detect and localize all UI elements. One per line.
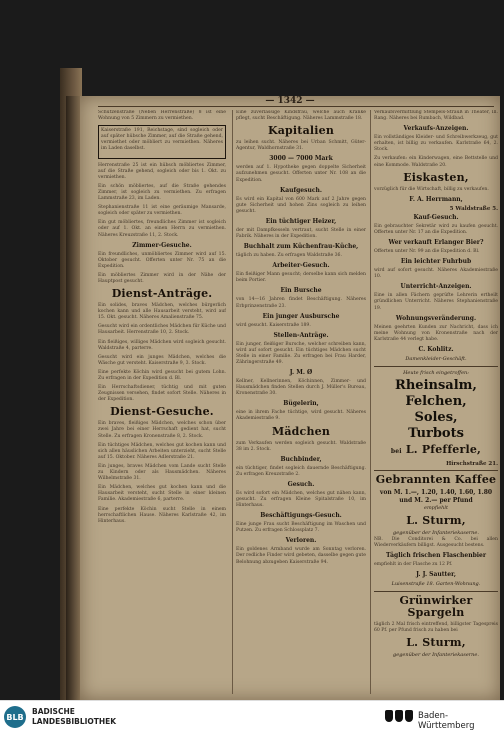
- ad-text: Gesucht wird ein junges Mädchen, welches die Wäsche gut versteht. Kaiserstraße 9, 3. Stock.: [98, 354, 226, 366]
- ad-heading: Ein Bursche: [280, 287, 322, 295]
- ad-heading: Gebrannten Kaffee: [375, 472, 497, 486]
- ad-text: Ein vollständiges Kleider- und Schreibwerkzeug, gut erhalten, ist billig zu verkaufen. Karlstraße 64, 2. Stock.: [374, 135, 498, 153]
- merchant-name-text: L. Pfefferle,: [405, 442, 482, 456]
- section-heading: Verkaufs-Anzeigen.: [403, 125, 469, 133]
- product-name: Turbots: [408, 425, 464, 441]
- ad-text: Ein goldenes Armband wurde am Sonntag verloren. Der redliche Finder wird gebeten, dasselbe gegen gute Belohnung abzugeben Kaiserstraße 94.: [236, 547, 366, 565]
- ad-text: Ein junger, fleißiger Bursche, welcher schreiben kann, wird auf sofort gesucht. Ein tüchtiges Mädchen sucht Stelle in einer Familie. Zu erfragen bei Frau Harder, Zähringerstraße 49.: [236, 341, 366, 365]
- ad-heading: Verloren.: [285, 537, 317, 545]
- ad-text: zu leihen sucht. Näheres bei Urban Schmitt, Güter-Agentur, Waldhornstraße 31.: [236, 140, 366, 152]
- ad-text: Eine perfekte Köchin wird gesucht bei gutem Lohn. Zu erfragen in der Expedition d. Bl.: [98, 369, 226, 381]
- column-1: [98, 110, 226, 694]
- section-heading: Dienst-Anträge.: [111, 287, 213, 301]
- state-name[interactable]: Baden-Württemberg: [418, 711, 475, 731]
- merchant-prefix: bei: [390, 447, 402, 455]
- ad-text: empfiehlt in der Flasche zu 12 Pf.: [374, 562, 453, 568]
- ad-text: Ein fleißiger Mann gesucht; derselbe kann sich melden beim Portier.: [236, 272, 366, 284]
- ad-text: Ein junges, braves Mädchen vom Lande sucht Stelle zu Kindern oder als Hausmädchen. Näheres Wilhelmstraße 31.: [98, 463, 226, 482]
- ad-text: Offerten unter Nr. 99 an die Expedition d. Bl.: [374, 249, 480, 255]
- section-heading: Dienst-Gesuche.: [110, 405, 214, 419]
- ad-heading: Buchhalt zum Küchenfrau-Küche,: [243, 243, 359, 251]
- merchant-address: Luisenstraße 18. Garten-Wohnung.: [391, 581, 481, 588]
- ad-text: der mit Dampfkesseln vertraut, sucht Stelle in einer Fabrik. Näheres in der Expedition.: [236, 227, 366, 240]
- merchant-name: L. Sturm,: [406, 513, 466, 527]
- ad-text: Kaiserstraße 191, Reichstage, sind sogleich oder auf später hübsche Zimmer, auf die Straße gehend, vermiethet oder möbliert zu vermiethen. Näheres im Laden daselbst.: [101, 128, 223, 152]
- ad-heading: 3000 — 7000 Mark: [269, 155, 333, 163]
- boxed-ad: [98, 125, 226, 158]
- newspaper-page: [80, 96, 500, 700]
- section-heading: Zimmer-Gesuche.: [132, 241, 192, 249]
- ad-text: Ein solides, braves Mädchen, welches bürgerlich kochen kann und alle Hausarbeit versteht, wird auf 15. Okt. gesucht. Näheres Amalienstraße 75.: [98, 303, 226, 321]
- library-name[interactable]: [32, 707, 116, 727]
- ad-text: Gesucht wird ein ordentliches Mädchen für Küche und Hausarbeit. Herrenstraße 10, 2. Stock.: [98, 324, 226, 336]
- library-name-line2: LANDESBIBLIOTHEK: [32, 717, 117, 726]
- ad-text: Stephanienstraße 11 ist eine geräumige Mansarde, sogleich oder später zu vermiethen.: [98, 205, 226, 217]
- product-name: Soles,: [414, 409, 458, 425]
- ad-text: Herrenstraße 25 ist ein hübsch möbliertes Zimmer, auf die Straße gehend, sogleich oder bis 1. Okt. zu vermiethen.: [98, 162, 226, 180]
- ad-text: Ein tüchtiges Mädchen, welches gut kochen kann und sich allen häuslichen Arbeiten unterzieht, sucht Stelle auf 15. Oktober. Näheres Adlerstraße 21.: [98, 442, 226, 460]
- ad-text: täglich 2 Mal frisch eintreffend, billigster Tagespreis 60 Pf. per Pfund frisch zu haben bei: [374, 622, 498, 634]
- column-3: [370, 110, 498, 694]
- merchant-name: J. J. Sautter,: [416, 571, 456, 579]
- ad-text: Schützenstraße (Neben Herrenstraße) 8 ist eine Wohnung von 5 Zimmern zu vermiethen.: [98, 110, 226, 122]
- ad-text: Ein gut möbliertes, freundliches Zimmer ist sogleich oder auf 1. Okt. an einen Herrn zu vermiethen. Näheres Kreuzstraße 11, 2. Stock.: [98, 220, 226, 238]
- section-heading: Wohnungsveränderung.: [395, 314, 477, 322]
- merchant-address: Hirschstraße 21.: [446, 460, 498, 467]
- viewer-footer: [0, 700, 504, 732]
- ad-heading: Täglich frischen Flaschenbier: [385, 552, 487, 560]
- ad-text: werden auf 1. Hypotheke gegen doppelte Sicherheit aufzunehmen gesucht. Offerten unter Nr. 108 an die Expedition.: [236, 165, 366, 183]
- blb-logo-icon[interactable]: BLB: [4, 706, 26, 728]
- ad-text: wird auf sofort gesucht. Näheres Akademiestraße 10.: [374, 268, 498, 280]
- bw-lions-icon: [385, 710, 413, 724]
- ad-text: Ein schön möbliertes, auf die Straße gehendes Zimmer, ist sogleich zu vermiethen. Zu erfragen Lammstraße 23, im Laden.: [98, 183, 226, 202]
- ad-heading: Mädchen: [271, 424, 331, 438]
- ad-heading: Wer verkauft Erlanger Bier?: [388, 239, 484, 247]
- ad-text: Eine junge Frau sucht Beschäftigung im Waschen und Putzen. Zu erfragen Schlossplatz 7.: [236, 522, 366, 534]
- divider: [374, 366, 498, 367]
- ad-text: NB. Die Conditorei & Co. bei allen Wiederverkäufern billigst. Ausgesucht bestens.: [374, 536, 498, 549]
- ad-text: Zu verkaufen: ein Kinderwagen, eine Bettstelle und eine Kommode. Waldstraße 20.: [374, 156, 498, 168]
- ad-heading: Kauf-Gesuch.: [413, 213, 459, 221]
- column-2: [232, 110, 366, 694]
- ad-text: zum Verkaufen werden sogleich gesucht. Waldstraße 38 im 2. Stock.: [236, 440, 366, 452]
- price-list: von M. 1.—, 1.20, 1.40, 1.60, 1.80: [379, 488, 493, 496]
- ad-text: eine in ihrem Fache tüchtige, wird gesucht. Näheres Akademiestraße 9.: [236, 410, 366, 422]
- ad-subheading: Heute frisch eingetroffen:: [403, 369, 469, 376]
- divider: [374, 591, 498, 592]
- ad-text: Meinen geehrten Kunden zur Nachricht, dass ich meine Wohnung von Kronenstraße nach der Karlstraße 44 verlegt habe.: [374, 324, 498, 342]
- ad-text: Es wird ein Kapital von 600 Mark auf 2 Jahre gegen gute Sicherheit und hohen Zins sogleich zu leihen gesucht.: [236, 196, 366, 214]
- ad-heading: Buchbinder,: [280, 455, 322, 463]
- ad-text: Verkaufsvermittlung Stempels-Strauß in Theater, Ill. Rang. Näheres bei Rumbach, Wildbad.: [374, 110, 498, 122]
- ad-text: Eine in allen Fächern geprüfte Lehrerin ertheilt gründlichen Unterricht. Näheres Stephanienstraße 19.: [374, 293, 498, 311]
- merchant-name: C. Kohlitz.: [418, 345, 454, 353]
- ad-heading: Eiskasten,: [403, 170, 469, 184]
- merchant-name: F. A. Herrmann,: [409, 195, 463, 203]
- ad-text: Ein freundliches, unmöbliertes Zimmer wird auf 15. Oktober gesucht. Offerten unter Nr. 75 an die Expedition.: [98, 251, 226, 269]
- header-rule: [98, 106, 494, 107]
- ad-text: Es wird sofort ein Mädchen, welches gut nähen kann, gesucht. Zu erfragen Kleine Spitalstraße 10, im Hinterhaus.: [236, 490, 366, 509]
- divider: [374, 470, 498, 471]
- product-name: Felchen,: [405, 393, 467, 409]
- ad-heading: Beschäftigungs-Gesuch.: [260, 512, 342, 520]
- section-heading: Unterricht-Anzeigen.: [400, 283, 472, 291]
- ad-text: täglich zu haben. Zu erfragen Waldstraße 36.: [236, 253, 342, 259]
- merchant-subtitle: Damenkleider-Geschäft.: [405, 355, 467, 362]
- ornament-heading: J. M. Ø: [289, 369, 313, 377]
- merchant-name: L. Sturm,: [406, 636, 466, 650]
- price-list: und M. 2.— per Pfund: [399, 496, 473, 504]
- section-heading: Stellen-Anträge.: [273, 331, 329, 339]
- ad-heading: Grünwirker Spargeln: [399, 594, 473, 620]
- lion-icon: [395, 710, 403, 722]
- ad-text: empfiehlt: [423, 504, 449, 511]
- ad-text: vorzüglich für die Wirtschaft, billig zu verkaufen.: [374, 186, 489, 192]
- lion-icon: [385, 710, 393, 722]
- merchant-address: gegenüber der Infanteriekaserne.: [393, 652, 479, 659]
- ad-heading: Ein leichter Fuhrbub: [400, 258, 472, 266]
- ad-text: Ein fleißiges, williges Mädchen wird sogleich gesucht. Waldstraße 4, parterre.: [98, 339, 226, 351]
- ad-text: Eine perfekte Köchin sucht Stelle in einem herrschaftlichen Hause. Näheres Karlstraße 42, im Hinterhaus.: [98, 506, 226, 524]
- product-name: Rheinsalm,: [395, 377, 477, 393]
- ad-heading: Kaufgesuch.: [280, 186, 322, 194]
- ad-heading: Gesuch.: [287, 480, 315, 488]
- ad-heading: Ein junger Ausbursche: [262, 312, 340, 320]
- ad-text: Ein Mädchen, welches gut kochen kann und die Hausarbeit versteht, sucht Stelle in einer kleinen Familie. Akademiestraße 6, parterre.: [98, 485, 226, 503]
- ad-heading: Kapitalien: [267, 124, 335, 138]
- merchant-address: gegenüber der Infanteriekaserne.: [393, 529, 479, 536]
- ad-text: Eine zuverlässige Kindsfrau, welche auch Kranke pflegt, sucht Beschäftigung. Näheres Lammstraße 18.: [236, 110, 366, 122]
- lion-icon: [405, 710, 413, 722]
- ad-heading: Arbeiter-Gesuch.: [272, 262, 330, 270]
- ad-text: Kellner, Kellnerinnen, Köchinnen, Zimmer- und Hausmädchen finden Stellen durch J. Müller's Bureau, Kronenstraße 30.: [236, 379, 366, 397]
- merchant-address: 5 Waldstraße 5.: [449, 205, 498, 212]
- ad-text: Ein Herrschaftsdiener, tüchtig und mit guten Zeugnissen versehen, findet sofort Stelle. Näheres in der Expedition.: [98, 385, 226, 403]
- ad-text: wird gesucht. Kaiserstraße 189.: [236, 322, 311, 328]
- ad-text: ein tüchtiger, findet sogleich dauernde Beschäftigung. Zu erfragen Kreuzstraße 2.: [236, 465, 366, 477]
- ad-heading: Ein tüchtiger Heizer,: [265, 217, 337, 225]
- ad-text: von 14—16 Jahren findet Beschäftigung. Näheres Erbprinzenstraße 23.: [236, 297, 366, 309]
- merchant-name: [374, 444, 498, 458]
- library-name-line1: BADISCHE: [32, 707, 75, 716]
- ad-heading: Bügelerin,: [283, 400, 319, 408]
- ad-text: Ein braves, fleißiges Mädchen, welches schon über zwei Jahre bei einer Herrschaft gedient hat, sucht Stelle. Zu erfragen Kronenstraße 8, 2. Stock.: [98, 421, 226, 439]
- ad-text: Ein möbliertes Zimmer wird in der Nähe der Hauptpost gesucht.: [98, 272, 226, 284]
- page-number: — 1342 —: [265, 96, 315, 106]
- ad-text: Ein gebrauchter Sekretär wird zu kaufen gesucht. Offerten unter Nr. 17 an die Expedition.: [374, 223, 498, 235]
